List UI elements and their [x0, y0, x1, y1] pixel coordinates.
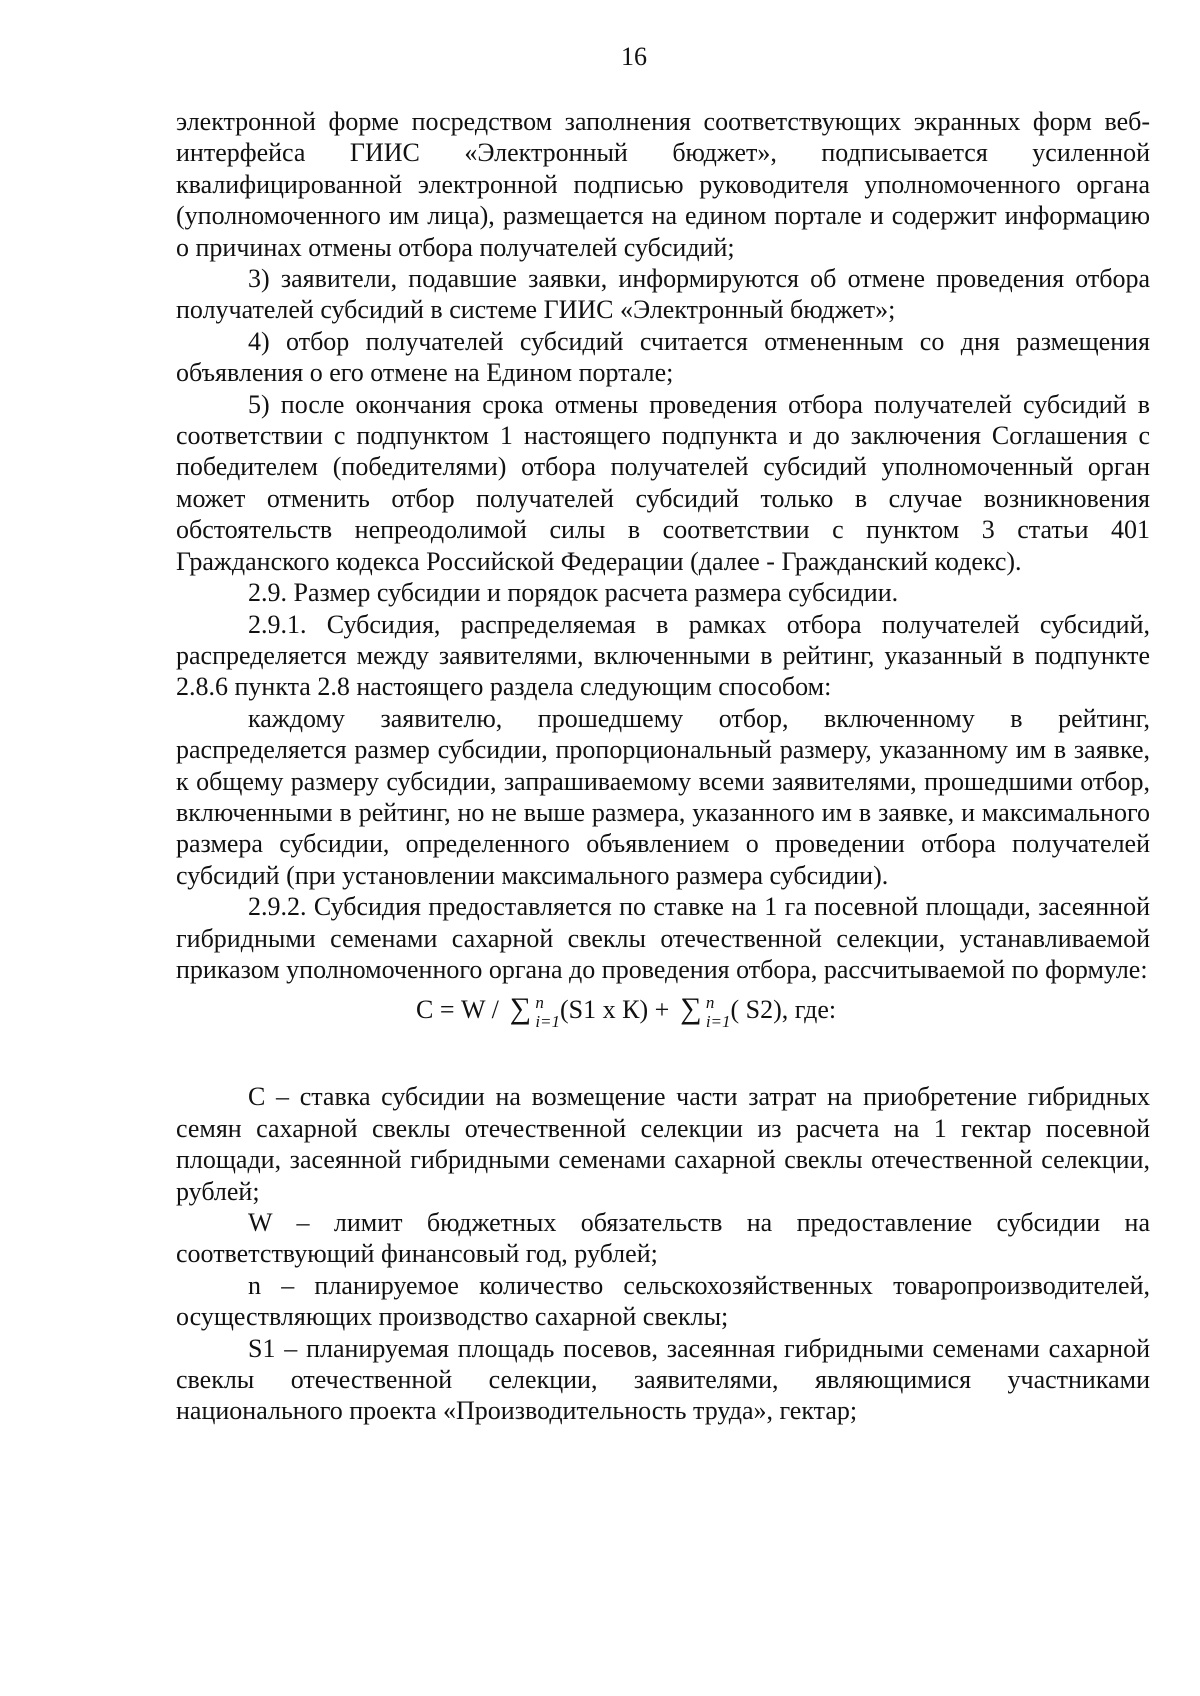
formula-term-1: (S1 х К): [560, 995, 649, 1025]
formula-definitions: [176, 1081, 1150, 1426]
formula-plus: +: [648, 995, 676, 1025]
paragraph-distribution-rule: каждому заявителю, прошедшему отбор, включенному в рейтинг, распределяется размер субсидии, пропорциональный размеру, указанному им в заявке, к общему размеру субсидии, запрашиваемому всеми заявителями, прошедшими отбор, включенными в рейтинг, но не выше размера, указанного им в заявке, и максимального размера субсидии, определенного объявлением о проведении отбора получателей субсидий (при установлении максимального размера субсидии).: [176, 703, 1150, 890]
paragraph-2-9-2: 2.9.2. Субсидия предоставляется по ставке на 1 га посевной площади, засеянной гибридными семенами сахарной свеклы отечественной селекции, устанавливаемой приказом уполномоченного органа до проведения отбора, рассчитываемой по формуле:: [176, 892, 1150, 984]
section-heading-2-9: 2.9. Размер субсидии и порядок расчета размера субсидии.: [248, 578, 899, 608]
subsidy-formula: [176, 989, 1150, 1041]
page-number: 16: [621, 42, 647, 71]
sum-lower-limit-1: i=1: [535, 1012, 561, 1032]
document-body: [176, 106, 1150, 1427]
paragraph-item-3: 3) заявители, подавшие заявки, информируются об отмене проведения отбора получателей субсидий в системе ГИИС «Электронный бюджет»;: [176, 264, 1150, 325]
sum-upper-limit-2: n: [705, 993, 715, 1013]
definition-s1: S1 – планируемая площадь посевов, засеянная гибридными семенами сахарной свеклы отечественной селекции, заявителями, являющимися участниками национального проекта «Производительность труда», гектар;: [176, 1333, 1150, 1426]
sum-lower-limit-2: i=1: [705, 1012, 731, 1032]
spacer: [176, 1041, 1150, 1081]
sum-symbol-1: ∑: [509, 992, 531, 1026]
definition-c: С – ставка субсидии на возмещение части затрат на приобретение гибридных семян сахарной свеклы отечественной селекции из расчета на 1 гектар посевной площади, засеянной гибридными семенами сахарной свеклы отечественной селекции, рублей;: [176, 1082, 1150, 1206]
sum-symbol-2: ∑: [680, 992, 702, 1026]
definition-n: n – планируемое количество сельскохозяйственных товаропроизводителей, осуществляющих производство сахарной свеклы;: [176, 1270, 1150, 1332]
sum-upper-limit-1: n: [535, 993, 544, 1013]
formula-term-2: ( S2), где:: [730, 995, 837, 1025]
paragraph-item-4: 4) отбор получателей субсидий считается отмененным со дня размещения объявления о его отмене на Едином портале;: [176, 326, 1150, 388]
sum-limits-1: [535, 993, 560, 1031]
sum-limits-2: [706, 993, 731, 1031]
paragraph-item-5: 5) после окончания срока отмены проведения отбора получателей субсидий в соответствии с подпунктом 1 настоящего подпункта и до заключения Соглашения с победителем (победителями) отбора получателей субсидий уполномоченный орган может отменить отбор получателей субсидий только в случае возникновения обстоятельств непреодолимой силы в соответствии с пунктом 3 статьи 401 Гражданского кодекса Российской Федерации (далее - Гражданский кодекс).: [176, 389, 1150, 576]
paragraph-continuation: электронной форме посредством заполнения соответствующих экранных форм веб-интерфейса ГИИС «Электронный бюджет», подписывается усиленной квалифицированной электронной подписью руководителя уполномоченного органа (уполномоченного им лица), размещается на едином портале и содержит информацию о причинах отмены отбора получателей субсидий;: [176, 107, 1150, 262]
paragraph-2-9-1: 2.9.1. Субсидия, распределяемая в рамках отбора получателей субсидий, распределяется между заявителями, включенными в рейтинг, указанный в подпункте 2.8.6 пункта 2.8 настоящего раздела следующим способом:: [176, 609, 1150, 702]
formula-lhs: С = W /: [416, 995, 506, 1025]
definition-w: W – лимит бюджетных обязательств на предоставление субсидии на соответствующий финансовый год, рублей;: [176, 1208, 1150, 1269]
